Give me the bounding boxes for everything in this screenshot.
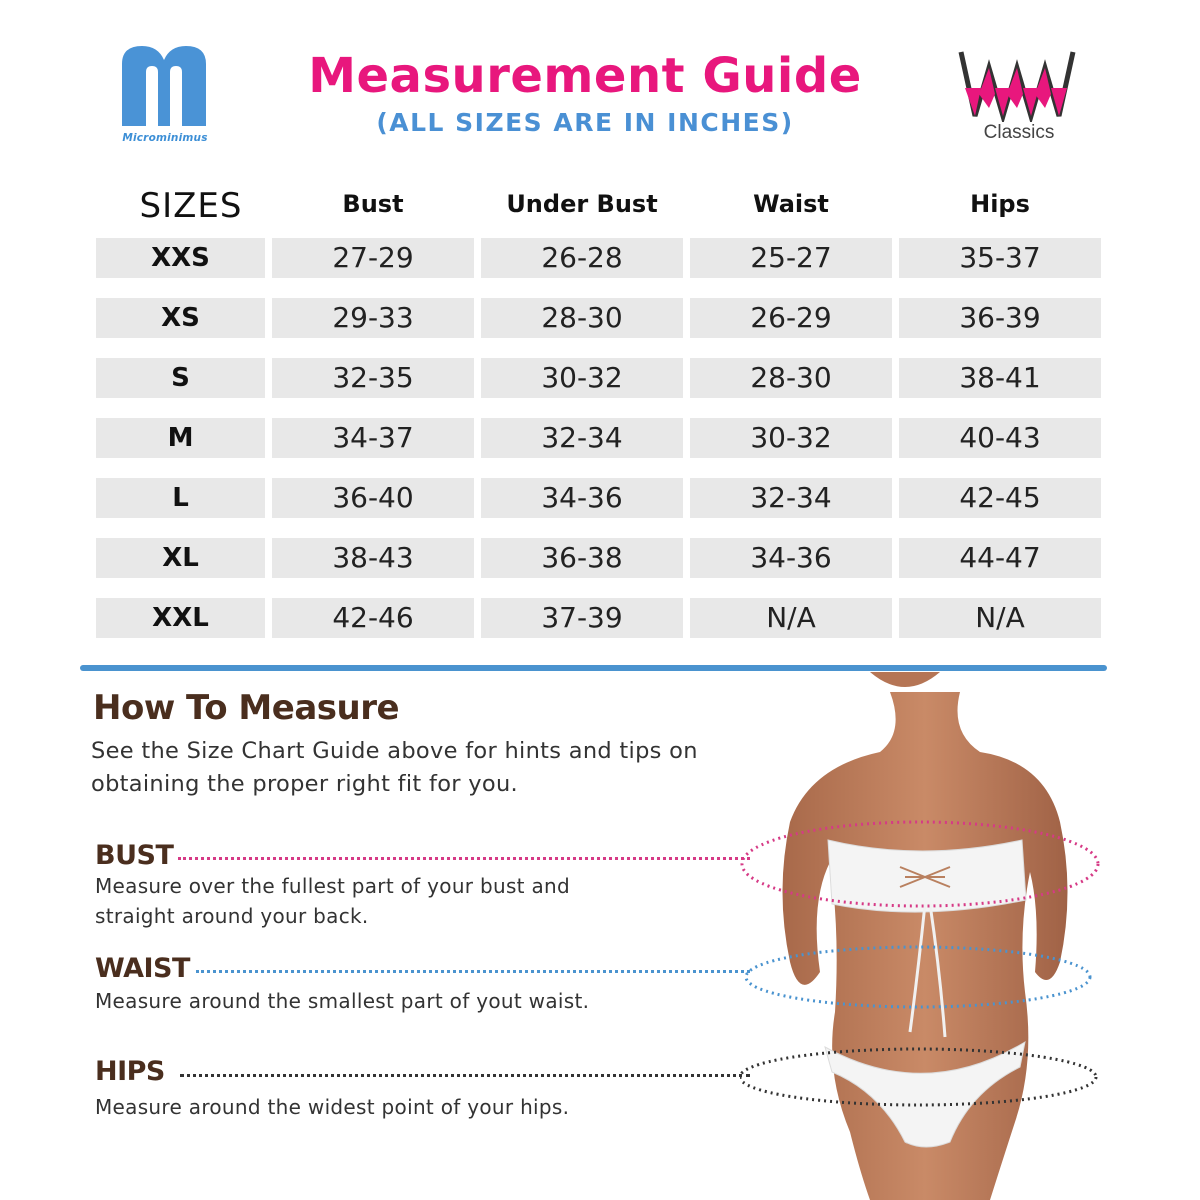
size-cell: M bbox=[96, 418, 265, 458]
bust-cell: 27-29 bbox=[272, 238, 474, 278]
waist-cell: 25-27 bbox=[690, 238, 892, 278]
size-cell: XXL bbox=[96, 598, 265, 638]
model-photo bbox=[740, 672, 1120, 1200]
waist-description: Measure around the smallest part of yout waist. bbox=[95, 989, 590, 1013]
size-cell: XXS bbox=[96, 238, 265, 278]
bust-label: BUST bbox=[95, 840, 174, 871]
page-subtitle: (ALL SIZES ARE IN INCHES) bbox=[376, 108, 794, 137]
bust-guide-line bbox=[178, 857, 750, 860]
under-bust-cell: 26-28 bbox=[481, 238, 683, 278]
hips-cell: 36-39 bbox=[899, 298, 1101, 338]
hips-cell: N/A bbox=[899, 598, 1101, 638]
waist-label: WAIST bbox=[95, 953, 190, 984]
under-bust-cell: 28-30 bbox=[481, 298, 683, 338]
column-header-under-bust: Under Bust bbox=[506, 190, 658, 218]
under-bust-cell: 37-39 bbox=[481, 598, 683, 638]
under-bust-cell: 32-34 bbox=[481, 418, 683, 458]
bust-cell: 36-40 bbox=[272, 478, 474, 518]
how-to-measure-description: See the Size Chart Guide above for hints and tips on obtaining the proper right fit for you. bbox=[91, 738, 698, 797]
hips-description: Measure around the widest point of your hips. bbox=[95, 1095, 570, 1119]
under-bust-cell: 34-36 bbox=[481, 478, 683, 518]
size-cell: S bbox=[96, 358, 265, 398]
bust-cell: 34-37 bbox=[272, 418, 474, 458]
bust-cell: 38-43 bbox=[272, 538, 474, 578]
waist-cell: N/A bbox=[690, 598, 892, 638]
page-title: Measurement Guide bbox=[308, 48, 862, 104]
waist-cell: 30-32 bbox=[690, 418, 892, 458]
hips-cell: 35-37 bbox=[899, 238, 1101, 278]
hips-guide-line bbox=[180, 1074, 750, 1077]
hips-cell: 38-41 bbox=[899, 358, 1101, 398]
how-to-measure-title: How To Measure bbox=[93, 688, 400, 728]
classics-logo bbox=[955, 48, 1085, 148]
waist-cell: 32-34 bbox=[690, 478, 892, 518]
waist-cell: 34-36 bbox=[690, 538, 892, 578]
hips-cell: 40-43 bbox=[899, 418, 1101, 458]
microminimus-logo bbox=[115, 40, 215, 150]
wine-glasses-logo-icon bbox=[955, 48, 1083, 122]
column-header-waist: Waist bbox=[753, 190, 829, 218]
hips-cell: 44-47 bbox=[899, 538, 1101, 578]
column-header-hips: Hips bbox=[970, 190, 1030, 218]
waist-guide-line bbox=[196, 970, 750, 973]
hips-cell: 42-45 bbox=[899, 478, 1101, 518]
waist-cell: 26-29 bbox=[690, 298, 892, 338]
bust-cell: 42-46 bbox=[272, 598, 474, 638]
section-divider bbox=[80, 665, 1107, 671]
brand-right-text: Classics bbox=[983, 122, 1055, 143]
under-bust-cell: 36-38 bbox=[481, 538, 683, 578]
under-bust-cell: 30-32 bbox=[481, 358, 683, 398]
column-header-bust: Bust bbox=[342, 190, 404, 218]
waist-cell: 28-30 bbox=[690, 358, 892, 398]
size-cell: XS bbox=[96, 298, 265, 338]
size-cell: L bbox=[96, 478, 265, 518]
bust-cell: 32-35 bbox=[272, 358, 474, 398]
brand-left-text: Microminimus bbox=[122, 132, 208, 144]
hips-label: HIPS bbox=[95, 1056, 165, 1087]
bust-description: Measure over the fullest part of your bust and straight around your back. bbox=[95, 874, 571, 928]
bust-cell: 29-33 bbox=[272, 298, 474, 338]
column-header-sizes: SIZES bbox=[139, 186, 243, 226]
m-letter-logo-icon bbox=[118, 42, 210, 126]
size-cell: XL bbox=[96, 538, 265, 578]
